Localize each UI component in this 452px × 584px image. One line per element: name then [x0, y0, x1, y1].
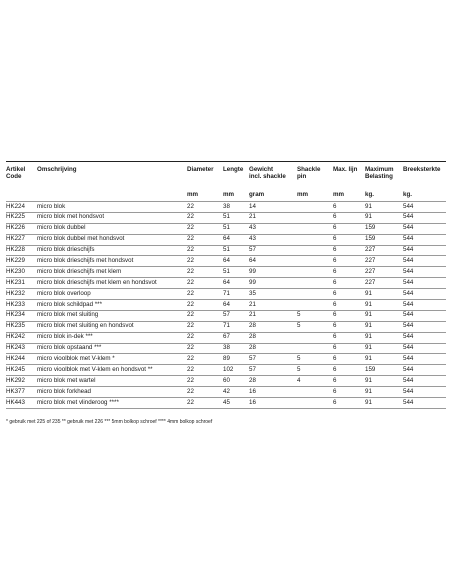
- cell-omschrijving: micro blok drieschijfs: [37, 245, 187, 256]
- cell-breeksterkte: 544: [403, 310, 446, 321]
- cell-shackle-pin: [297, 289, 333, 300]
- cell-omschrijving: micro blok met sluiting en hondsvot: [37, 321, 187, 332]
- cell-diameter: 22: [187, 256, 223, 267]
- cell-omschrijving: micro blok met hondsvot: [37, 212, 187, 223]
- cell-omschrijving: micro blok schildpad ***: [37, 300, 187, 311]
- unit-cell: kg.: [403, 190, 446, 202]
- cell-artikel-code: HK245: [6, 365, 37, 376]
- cell-shackle-pin: [297, 234, 333, 245]
- cell-omschrijving: micro blok drieschijfs met klem en hondsvot: [37, 278, 187, 289]
- cell-artikel-code: HK225: [6, 212, 37, 223]
- cell-max-belasting: 91: [365, 300, 403, 311]
- cell-omschrijving: micro blok overloop: [37, 289, 187, 300]
- header-row: [6, 162, 446, 190]
- cell-shackle-pin: [297, 245, 333, 256]
- cell-max-lijn: 6: [333, 398, 365, 409]
- cell-diameter: 22: [187, 376, 223, 387]
- cell-breeksterkte: 544: [403, 365, 446, 376]
- cell-max-belasting: 227: [365, 256, 403, 267]
- cell-max-belasting: 91: [365, 321, 403, 332]
- cell-artikel-code: HK235: [6, 321, 37, 332]
- cell-max-lijn: 6: [333, 332, 365, 343]
- cell-max-belasting: 227: [365, 267, 403, 278]
- table-row: [6, 267, 446, 278]
- cell-shackle-pin: [297, 300, 333, 311]
- table-row: [6, 289, 446, 300]
- cell-gewicht: 28: [249, 376, 297, 387]
- table-row: [6, 387, 446, 398]
- cell-max-lijn: 6: [333, 256, 365, 267]
- header-artikel: Artikel Code: [6, 166, 26, 180]
- cell-max-lijn: 6: [333, 300, 365, 311]
- cell-omschrijving: micro blok: [37, 202, 187, 213]
- table-row: [6, 376, 446, 387]
- cell-max-belasting: 91: [365, 343, 403, 354]
- cell-shackle-pin: [297, 223, 333, 234]
- cell-lengte: 67: [223, 332, 249, 343]
- cell-shackle-pin: 4: [297, 376, 333, 387]
- unit-cell: mm: [187, 190, 223, 202]
- table-row: [6, 365, 446, 376]
- cell-diameter: 22: [187, 343, 223, 354]
- cell-max-lijn: 6: [333, 354, 365, 365]
- cell-breeksterkte: 544: [403, 398, 446, 409]
- cell-omschrijving: micro blok drieschijfs met klem: [37, 267, 187, 278]
- cell-diameter: 22: [187, 202, 223, 213]
- cell-breeksterkte: 544: [403, 376, 446, 387]
- header-max-lijn: Max. lijn: [333, 166, 358, 173]
- table-row: [6, 332, 446, 343]
- cell-diameter: 22: [187, 398, 223, 409]
- cell-diameter: 22: [187, 300, 223, 311]
- cell-artikel-code: HK232: [6, 289, 37, 300]
- cell-max-belasting: 91: [365, 332, 403, 343]
- cell-artikel-code: HK233: [6, 300, 37, 311]
- table-row: [6, 300, 446, 311]
- unit-cell: [37, 190, 187, 202]
- cell-lengte: 57: [223, 310, 249, 321]
- cell-lengte: 45: [223, 398, 249, 409]
- table-row: [6, 343, 446, 354]
- cell-gewicht: 21: [249, 300, 297, 311]
- cell-breeksterkte: 544: [403, 289, 446, 300]
- cell-artikel-code: HK224: [6, 202, 37, 213]
- cell-omschrijving: micro vioolblok met V-klem *: [37, 354, 187, 365]
- cell-max-belasting: 159: [365, 234, 403, 245]
- cell-max-lijn: 6: [333, 223, 365, 234]
- cell-gewicht: 99: [249, 267, 297, 278]
- cell-artikel-code: HK229: [6, 256, 37, 267]
- cell-artikel-code: HK226: [6, 223, 37, 234]
- cell-gewicht: 14: [249, 202, 297, 213]
- cell-diameter: 22: [187, 289, 223, 300]
- cell-shackle-pin: [297, 398, 333, 409]
- cell-shackle-pin: [297, 212, 333, 223]
- cell-max-lijn: 6: [333, 310, 365, 321]
- cell-shackle-pin: 5: [297, 365, 333, 376]
- table-row: [6, 398, 446, 409]
- spec-table: [6, 162, 446, 409]
- cell-breeksterkte: 544: [403, 212, 446, 223]
- cell-gewicht: 16: [249, 398, 297, 409]
- cell-shackle-pin: [297, 332, 333, 343]
- cell-omschrijving: micro blok opstaand ***: [37, 343, 187, 354]
- unit-cell: mm: [333, 190, 365, 202]
- cell-breeksterkte: 544: [403, 321, 446, 332]
- cell-gewicht: 57: [249, 245, 297, 256]
- unit-cell: [6, 190, 37, 202]
- cell-diameter: 22: [187, 354, 223, 365]
- cell-artikel-code: HK377: [6, 387, 37, 398]
- cell-lengte: 38: [223, 343, 249, 354]
- cell-artikel-code: HK234: [6, 310, 37, 321]
- cell-gewicht: 57: [249, 365, 297, 376]
- cell-omschrijving: micro blok met vlinderoog ****: [37, 398, 187, 409]
- cell-max-lijn: 6: [333, 202, 365, 213]
- cell-omschrijving: micro blok met wartel: [37, 376, 187, 387]
- cell-artikel-code: HK243: [6, 343, 37, 354]
- cell-max-belasting: 91: [365, 212, 403, 223]
- cell-breeksterkte: 544: [403, 256, 446, 267]
- cell-breeksterkte: 544: [403, 387, 446, 398]
- cell-max-belasting: 159: [365, 365, 403, 376]
- cell-artikel-code: HK227: [6, 234, 37, 245]
- cell-max-belasting: 91: [365, 398, 403, 409]
- cell-lengte: 89: [223, 354, 249, 365]
- cell-lengte: 42: [223, 387, 249, 398]
- table-row: [6, 245, 446, 256]
- table-row: [6, 202, 446, 213]
- cell-diameter: 22: [187, 278, 223, 289]
- table-row: [6, 321, 446, 332]
- cell-breeksterkte: 544: [403, 354, 446, 365]
- cell-diameter: 22: [187, 365, 223, 376]
- cell-max-lijn: 6: [333, 387, 365, 398]
- table-row: [6, 256, 446, 267]
- cell-artikel-code: HK228: [6, 245, 37, 256]
- cell-breeksterkte: 544: [403, 278, 446, 289]
- cell-gewicht: 57: [249, 354, 297, 365]
- cell-artikel-code: HK292: [6, 376, 37, 387]
- cell-lengte: 64: [223, 300, 249, 311]
- cell-diameter: 22: [187, 310, 223, 321]
- cell-omschrijving: micro blok in-dek ***: [37, 332, 187, 343]
- cell-max-lijn: 6: [333, 245, 365, 256]
- table-row: [6, 354, 446, 365]
- cell-lengte: 71: [223, 321, 249, 332]
- unit-cell: mm: [223, 190, 249, 202]
- table-row: [6, 278, 446, 289]
- cell-artikel-code: HK443: [6, 398, 37, 409]
- cell-breeksterkte: 544: [403, 234, 446, 245]
- header-breeksterkte: Breeksterkte: [403, 166, 441, 173]
- cell-omschrijving: micro blok dubbel met hondsvot: [37, 234, 187, 245]
- cell-max-lijn: 6: [333, 343, 365, 354]
- cell-lengte: 51: [223, 223, 249, 234]
- cell-breeksterkte: 544: [403, 332, 446, 343]
- cell-max-lijn: 6: [333, 376, 365, 387]
- cell-diameter: 22: [187, 212, 223, 223]
- cell-artikel-code: HK231: [6, 278, 37, 289]
- cell-gewicht: 35: [249, 289, 297, 300]
- cell-lengte: 51: [223, 267, 249, 278]
- cell-gewicht: 28: [249, 332, 297, 343]
- cell-shackle-pin: [297, 343, 333, 354]
- cell-breeksterkte: 544: [403, 343, 446, 354]
- cell-omschrijving: micro blok forkhead: [37, 387, 187, 398]
- cell-shackle-pin: [297, 202, 333, 213]
- cell-breeksterkte: 544: [403, 267, 446, 278]
- cell-breeksterkte: 544: [403, 245, 446, 256]
- cell-lengte: 51: [223, 245, 249, 256]
- cell-lengte: 71: [223, 289, 249, 300]
- cell-breeksterkte: 544: [403, 223, 446, 234]
- cell-max-lijn: 6: [333, 234, 365, 245]
- cell-gewicht: 28: [249, 321, 297, 332]
- cell-shackle-pin: [297, 267, 333, 278]
- cell-max-belasting: 227: [365, 245, 403, 256]
- cell-shackle-pin: 5: [297, 321, 333, 332]
- cell-gewicht: 21: [249, 212, 297, 223]
- unit-cell: mm: [297, 190, 333, 202]
- cell-max-lijn: 6: [333, 321, 365, 332]
- cell-max-lijn: 6: [333, 289, 365, 300]
- cell-lengte: 60: [223, 376, 249, 387]
- cell-max-belasting: 159: [365, 223, 403, 234]
- unit-cell: kg.: [365, 190, 403, 202]
- cell-omschrijving: micro vioolblok met V-klem en hondsvot **: [37, 365, 187, 376]
- cell-shackle-pin: [297, 278, 333, 289]
- cell-max-belasting: 91: [365, 354, 403, 365]
- cell-artikel-code: HK230: [6, 267, 37, 278]
- cell-gewicht: 99: [249, 278, 297, 289]
- table-row: [6, 234, 446, 245]
- cell-shackle-pin: [297, 256, 333, 267]
- cell-diameter: 22: [187, 223, 223, 234]
- cell-max-belasting: 91: [365, 202, 403, 213]
- header-max-belasting: Maximum Belasting: [365, 166, 394, 180]
- cell-gewicht: 21: [249, 310, 297, 321]
- cell-lengte: 64: [223, 234, 249, 245]
- header-lengte: Lengte: [223, 166, 244, 173]
- cell-lengte: 64: [223, 256, 249, 267]
- cell-lengte: 51: [223, 212, 249, 223]
- cell-max-lijn: 6: [333, 267, 365, 278]
- cell-breeksterkte: 544: [403, 202, 446, 213]
- cell-max-belasting: 91: [365, 387, 403, 398]
- cell-artikel-code: HK242: [6, 332, 37, 343]
- header-omschrijving: Omschrijving: [37, 166, 77, 173]
- cell-lengte: 38: [223, 202, 249, 213]
- cell-gewicht: 16: [249, 387, 297, 398]
- cell-diameter: 22: [187, 267, 223, 278]
- cell-lengte: 102: [223, 365, 249, 376]
- spec-table-container: [6, 161, 446, 409]
- cell-gewicht: 28: [249, 343, 297, 354]
- unit-cell: gram: [249, 190, 297, 202]
- cell-omschrijving: micro blok met sluiting: [37, 310, 187, 321]
- header-gewicht: Gewicht incl. shackle: [249, 166, 286, 180]
- cell-max-belasting: 91: [365, 289, 403, 300]
- cell-max-lijn: 6: [333, 212, 365, 223]
- cell-diameter: 22: [187, 332, 223, 343]
- header-shackle-pin: Shackle pin: [297, 166, 321, 180]
- cell-diameter: 22: [187, 321, 223, 332]
- header-diameter: Diameter: [187, 166, 214, 173]
- table-row: [6, 212, 446, 223]
- units-row: [6, 190, 446, 202]
- cell-max-belasting: 91: [365, 310, 403, 321]
- cell-gewicht: 43: [249, 234, 297, 245]
- table-row: [6, 223, 446, 234]
- cell-lengte: 64: [223, 278, 249, 289]
- cell-max-lijn: 6: [333, 365, 365, 376]
- footnote: * gebruik met 225 of 235 ** gebruik met 226 *** 5mm bolkop schroef **** 4mm bolkop schroef: [6, 419, 213, 425]
- cell-shackle-pin: 5: [297, 354, 333, 365]
- cell-omschrijving: micro blok dubbel: [37, 223, 187, 234]
- cell-breeksterkte: 544: [403, 300, 446, 311]
- cell-shackle-pin: [297, 387, 333, 398]
- cell-diameter: 22: [187, 234, 223, 245]
- cell-shackle-pin: 5: [297, 310, 333, 321]
- cell-max-lijn: 6: [333, 278, 365, 289]
- cell-diameter: 22: [187, 245, 223, 256]
- cell-max-belasting: 227: [365, 278, 403, 289]
- cell-gewicht: 64: [249, 256, 297, 267]
- cell-omschrijving: micro blok drieschijfs met hondsvot: [37, 256, 187, 267]
- cell-max-belasting: 91: [365, 376, 403, 387]
- cell-gewicht: 43: [249, 223, 297, 234]
- cell-diameter: 22: [187, 387, 223, 398]
- table-row: [6, 310, 446, 321]
- cell-artikel-code: HK244: [6, 354, 37, 365]
